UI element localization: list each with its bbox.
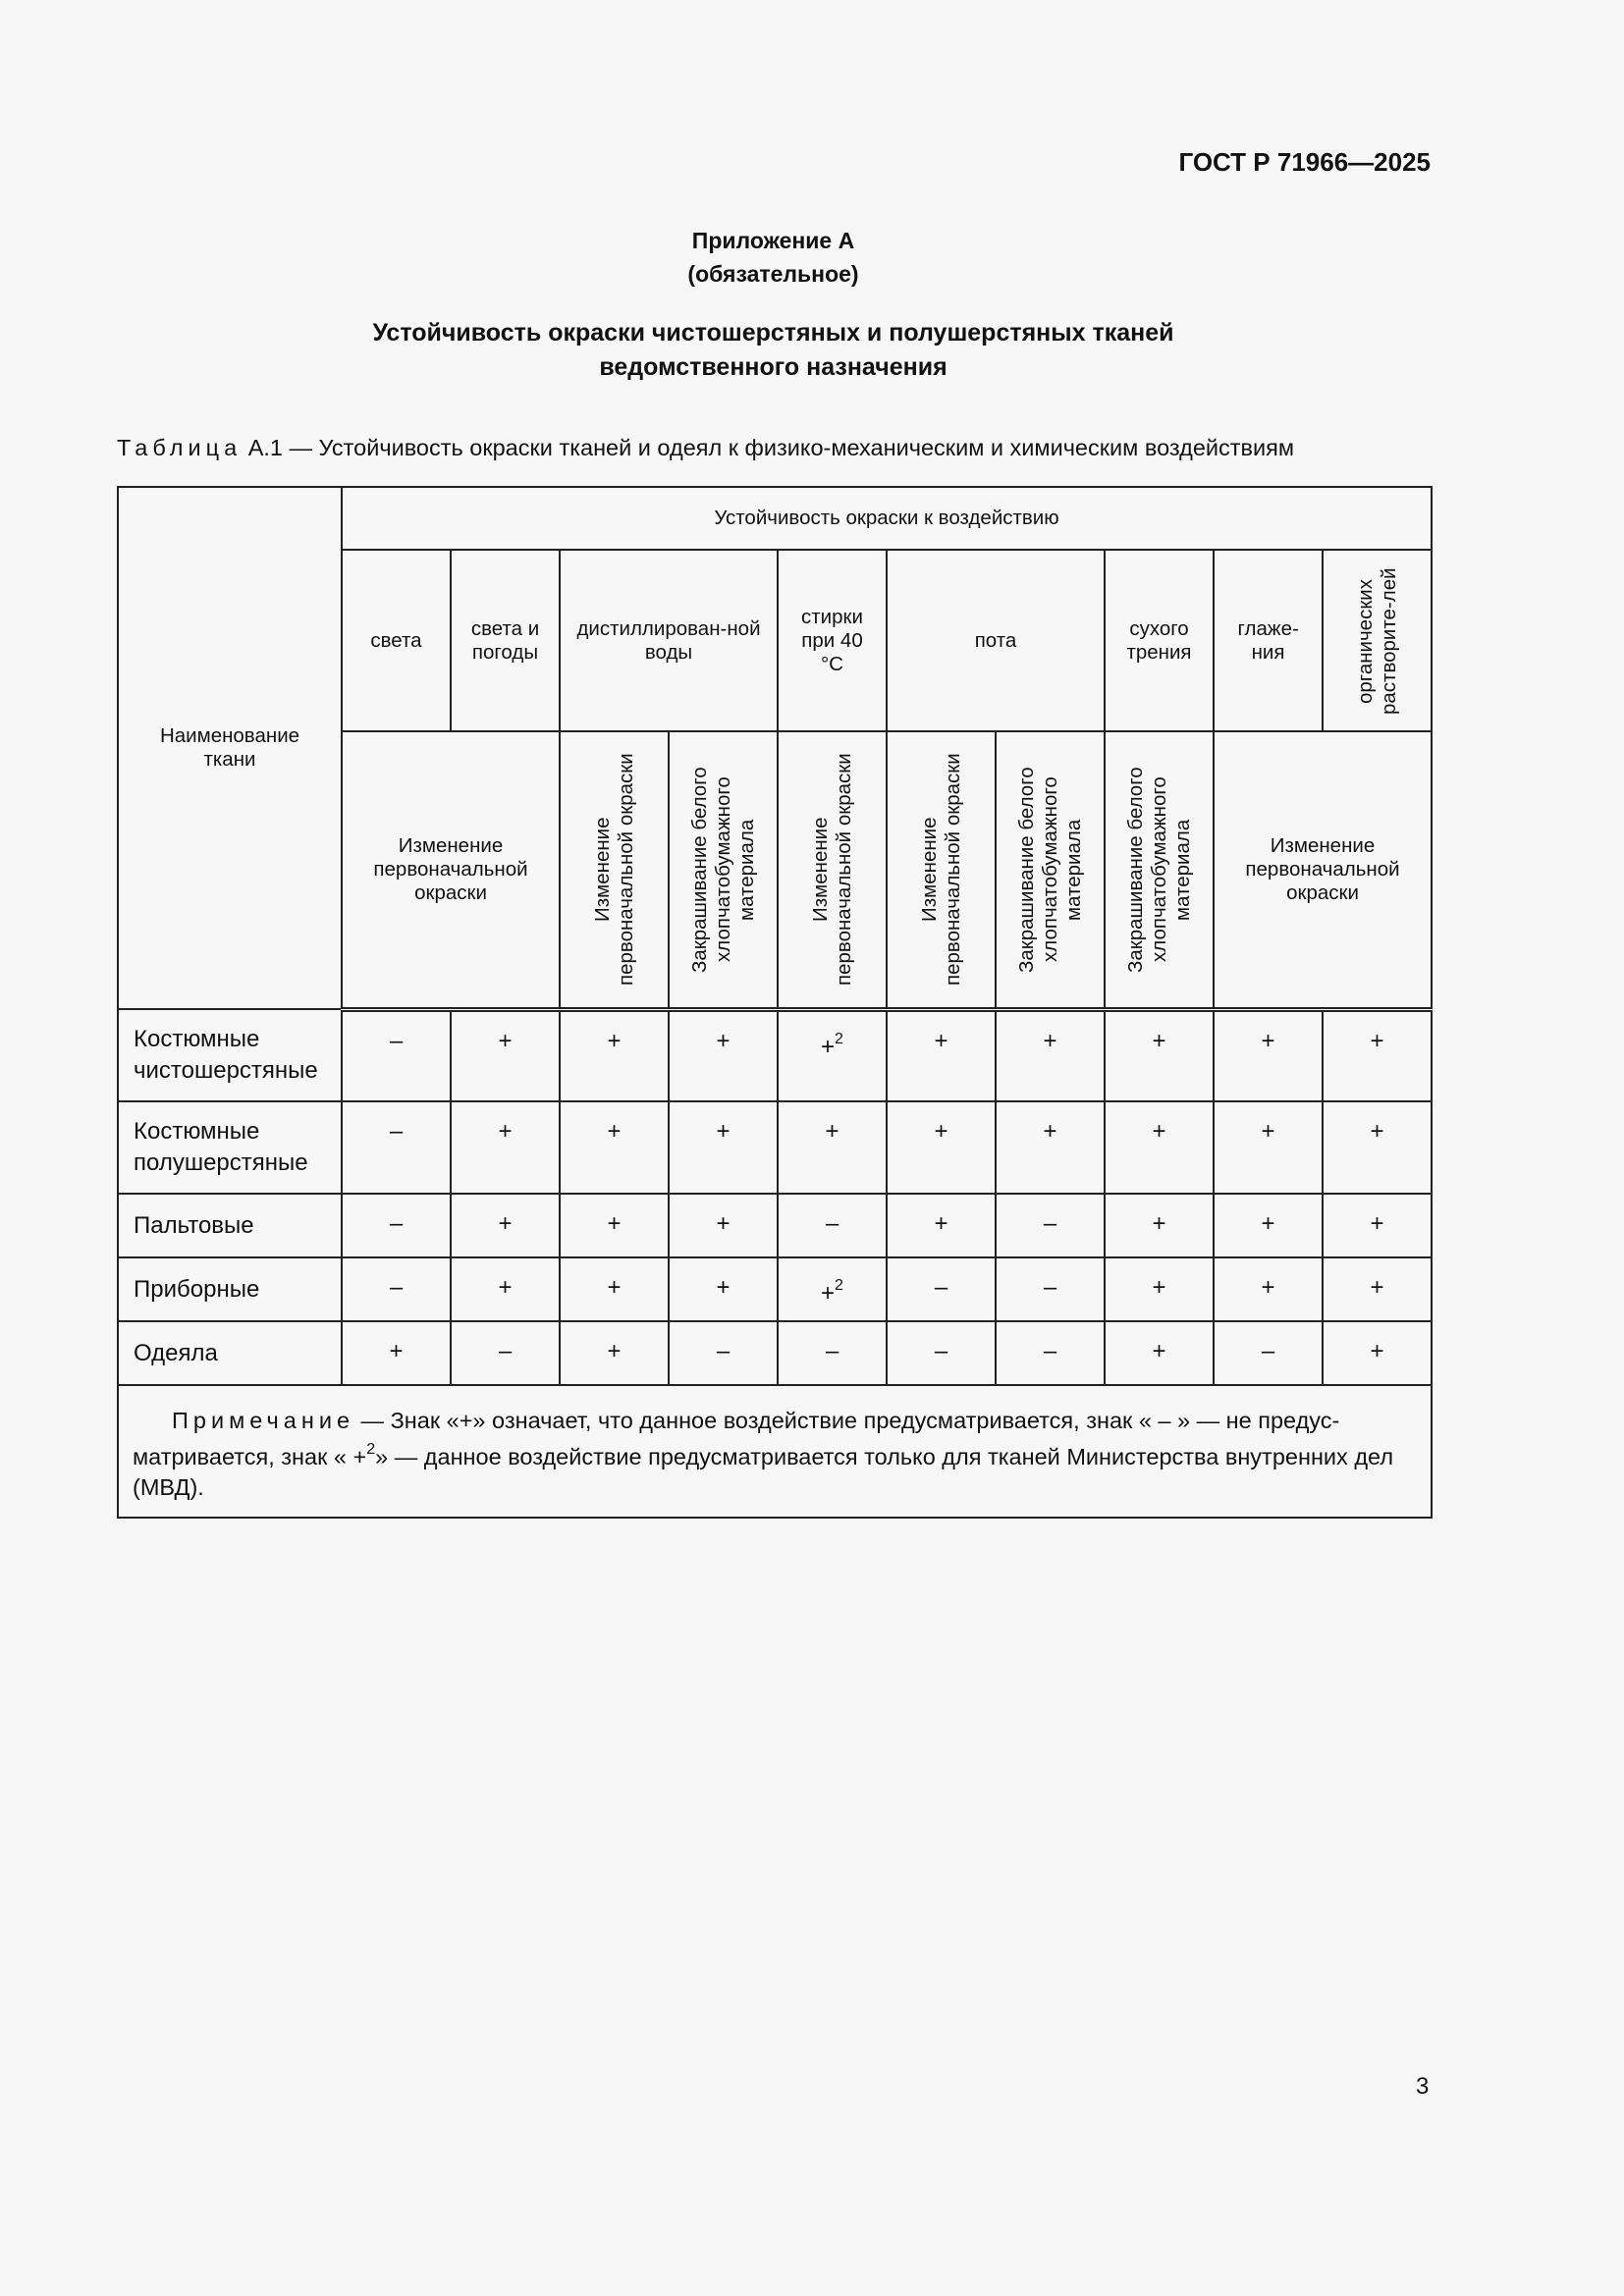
row-value: + (1323, 1321, 1432, 1385)
appendix-title: Приложение А (691, 228, 855, 253)
row-value: + (669, 1257, 778, 1321)
table-caption-label: Таблица (117, 435, 243, 460)
row-value: + (887, 1009, 996, 1101)
table-caption-text: А.1 — Устойчивость окраски тканей и одеял к физико-механическим и химическим воздействиям (247, 435, 1295, 460)
appendix-status: (обязательное) (687, 261, 859, 287)
row-value: – (342, 1101, 451, 1194)
row-value: + (1105, 1101, 1214, 1194)
row-fabric-name: Одеяла (118, 1321, 342, 1385)
row-value: + (560, 1009, 669, 1101)
row-value: + (1105, 1194, 1214, 1257)
header-fabric-name: Наименование ткани (118, 487, 342, 1009)
title-line-2: ведомственного назначения (599, 353, 947, 381)
subheader-change-ironing-solvents: Изменение первоначальной окраски (1214, 731, 1432, 1009)
row-value: + (1323, 1194, 1432, 1257)
row-value: – (342, 1009, 451, 1101)
row-value: + (669, 1101, 778, 1194)
row-value: + (1323, 1009, 1432, 1101)
table-row (118, 1009, 1432, 1101)
row-value: + (887, 1101, 996, 1194)
table-caption (117, 435, 1294, 461)
row-value: + (778, 1101, 887, 1194)
row-value: +$^2$ (778, 1257, 887, 1321)
row-value: + (1105, 1321, 1214, 1385)
note-label: Примечание (172, 1408, 355, 1433)
row-value: + (669, 1009, 778, 1101)
subheader-stain-sweat: Закрашивание белого хлопчатобумажного материала (996, 731, 1105, 1009)
row-value: – (887, 1321, 996, 1385)
row-value: + (1323, 1101, 1432, 1194)
note-text: — Знак «+» означает, что данное воздействие предусматривается, знак « – » — не предус-матривается, знак « + (133, 1408, 1340, 1469)
header-factor-washing: стирки при 40 °C (778, 550, 887, 731)
row-value: + (887, 1194, 996, 1257)
subheader-change-water: Изменение первоначальной окраски (560, 731, 669, 1009)
row-value: – (778, 1194, 887, 1257)
colorfastness-table (117, 486, 1433, 1519)
header-group: Устойчивость окраски к воздействию (342, 487, 1432, 550)
row-fabric-name: Костюмные чистошерстяные (118, 1009, 342, 1101)
row-value: – (778, 1321, 887, 1385)
subheader-stain-water: Закрашивание белого хлопчатобумажного материала (669, 731, 778, 1009)
table-row (118, 1101, 1432, 1194)
table-row (118, 1321, 1432, 1385)
header-factor-ironing: глаже-ния (1214, 550, 1323, 731)
row-value: + (560, 1257, 669, 1321)
table-row (118, 1194, 1432, 1257)
page-number: 3 (1416, 2073, 1430, 2100)
subheader-change-light: Изменение первоначальной окраски (342, 731, 560, 1009)
table-row (118, 1257, 1432, 1321)
row-value: – (342, 1194, 451, 1257)
row-value: – (996, 1194, 1105, 1257)
note-superscript: 2 (366, 1441, 376, 1458)
header-factor-organic-solvents: органических растворите-лей (1323, 550, 1432, 731)
row-value: + (560, 1194, 669, 1257)
row-value: + (1214, 1009, 1323, 1101)
row-value: + (669, 1194, 778, 1257)
row-value: + (451, 1101, 560, 1194)
header-factor-dry-rubbing: сухого трения (1105, 550, 1214, 731)
row-value: – (887, 1257, 996, 1321)
subheader-change-washing: Изменение первоначальной окраски (778, 731, 887, 1009)
row-value: – (1214, 1321, 1323, 1385)
row-value: – (342, 1257, 451, 1321)
row-value: + (1105, 1009, 1214, 1101)
row-value: + (560, 1321, 669, 1385)
row-fabric-name: Пальтовые (118, 1194, 342, 1257)
row-value: + (560, 1101, 669, 1194)
row-value: + (1214, 1257, 1323, 1321)
row-value: + (451, 1009, 560, 1101)
row-value: + (1323, 1257, 1432, 1321)
row-value: + (1105, 1257, 1214, 1321)
header-factor-light-weather: света и погоды (451, 550, 560, 731)
header-factor-sweat: пота (887, 550, 1105, 731)
subheader-stain-rubbing: Закрашивание белого хлопчатобумажного материала (1105, 731, 1214, 1009)
row-value: + (1214, 1194, 1323, 1257)
row-value: – (451, 1321, 560, 1385)
note-row (118, 1385, 1432, 1518)
appendix-subject-title (0, 316, 1546, 385)
row-value: – (669, 1321, 778, 1385)
row-value: + (996, 1009, 1105, 1101)
row-value: + (1214, 1101, 1323, 1194)
document-code: ГОСТ Р 71966—2025 (1178, 147, 1431, 177)
row-value: – (996, 1257, 1105, 1321)
row-fabric-name: Костюмные полушерстяные (118, 1101, 342, 1194)
row-value: – (996, 1321, 1105, 1385)
table-note (118, 1385, 1432, 1518)
header-factor-distilled-water: дистиллирован-ной воды (560, 550, 778, 731)
row-value: + (996, 1101, 1105, 1194)
appendix-heading (0, 224, 1546, 291)
note-text-end: » — данное воздействие предусматривается только для тканей Министерства внутренних дел (МВД). (133, 1443, 1394, 1500)
row-value: + (342, 1321, 451, 1385)
row-value: + (451, 1194, 560, 1257)
header-factor-light: света (342, 550, 451, 731)
subheader-change-sweat: Изменение первоначальной окраски (887, 731, 996, 1009)
row-value: +$^2$ (778, 1009, 887, 1101)
title-line-1: Устойчивость окраски чистошерстяных и полушерстяных тканей (372, 319, 1174, 347)
row-value: + (451, 1257, 560, 1321)
row-fabric-name: Приборные (118, 1257, 342, 1321)
